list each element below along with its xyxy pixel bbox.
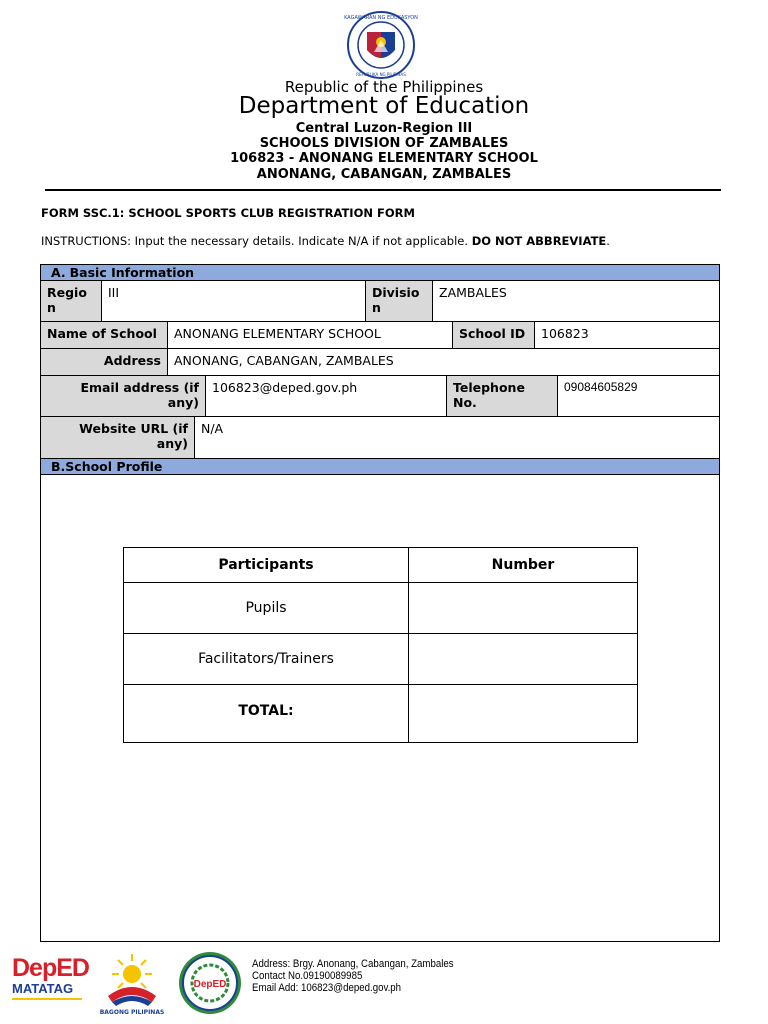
instructions-end: . [606, 234, 610, 248]
footer-contact [252, 958, 454, 994]
department-title: Department of Education [238, 93, 530, 119]
seal-bottom-text: REPUBLIKA NG PILIPINAS [356, 72, 406, 77]
division-field-label: Divisio n [365, 280, 433, 322]
form-title: FORM SSC.1: SCHOOL SPORTS CLUB REGISTRATION FORM [41, 206, 415, 220]
matatag-underline [12, 998, 82, 1000]
telephone-label: Telephone No. [446, 375, 558, 417]
row-label-facilitators: Facilitators/Trainers [124, 634, 409, 685]
matatag-text: MATATAG [12, 981, 74, 996]
instructions-text: INSTRUCTIONS: Input the necessary details. Indicate N/A if not applicable. [41, 234, 472, 248]
header-divider [45, 189, 721, 191]
deped-seal-logo [338, 10, 424, 80]
email-label: Email address (if any) [40, 375, 206, 417]
number-column-header: Number [409, 548, 638, 583]
facilitators-number-field[interactable] [409, 634, 638, 685]
region-field-label: Regio n [40, 280, 102, 322]
table-row [124, 634, 638, 685]
deped-matatag-logo [12, 948, 90, 1010]
website-field[interactable]: N/A [194, 416, 720, 459]
total-number-field[interactable] [409, 685, 638, 743]
instructions [41, 234, 610, 248]
table-row [124, 685, 638, 743]
row-label-total: TOTAL: [124, 685, 409, 743]
pupils-number-field[interactable] [409, 583, 638, 634]
seal-text: KAGAWARAN NG EDUKASYON [344, 15, 418, 21]
school-name-label: Name of School [40, 321, 168, 349]
table-header-row [124, 548, 638, 583]
school-name-field[interactable]: ANONANG ELEMENTARY SCHOOL [167, 321, 453, 349]
section-a-title: Basic Information [69, 265, 195, 280]
school-logo [176, 950, 244, 1016]
section-b-header [40, 458, 720, 475]
participants-table [123, 547, 638, 743]
bagong-pilipinas-logo [96, 950, 168, 1016]
address-label: Address [40, 348, 168, 376]
region-label: Central Luzon-Region III [295, 121, 473, 136]
instructions-emphasis: DO NOT ABBREVIATE [471, 234, 607, 248]
school-id-label: School ID [452, 321, 535, 349]
school-label: 106823 - ANONANG ELEMENTARY SCHOOL [230, 151, 538, 166]
section-b-number: B. [51, 459, 66, 474]
row-label-pupils: Pupils [124, 583, 409, 634]
republic-label: Republic of the Philippines [284, 78, 484, 96]
footer-address: Address: Brgy. Anonang, Cabangan, Zambales [252, 958, 454, 970]
bagong-pilipinas-text: BAGONG PILIPINAS [99, 1009, 165, 1016]
school-logo-text: DepED [193, 979, 227, 990]
participants-column-header: Participants [124, 548, 409, 583]
deped-logo-text: DepED [12, 954, 89, 982]
address-field[interactable]: ANONANG, CABANGAN, ZAMBALES [167, 348, 720, 376]
section-b-title: School Profile [65, 459, 163, 474]
section-a-header [40, 264, 720, 281]
table-row [124, 583, 638, 634]
location-label: ANONANG, CABANGAN, ZAMBALES [256, 167, 512, 182]
website-label: Website URL (if any) [40, 416, 195, 459]
division-label: SCHOOLS DIVISION OF ZAMBALES [259, 136, 509, 151]
section-a-number: A. [51, 265, 66, 280]
email-field[interactable]: 106823@deped.gov.ph [205, 375, 447, 417]
division-field[interactable]: ZAMBALES [432, 280, 720, 322]
region-field[interactable]: III [101, 280, 366, 322]
footer-contact-number: Contact No.09190089985 [252, 970, 363, 982]
telephone-field[interactable]: 09084605829 [557, 375, 720, 417]
footer-email: Email Add: 106823@deped.gov.ph [252, 982, 402, 994]
school-id-field[interactable]: 106823 [534, 321, 720, 349]
